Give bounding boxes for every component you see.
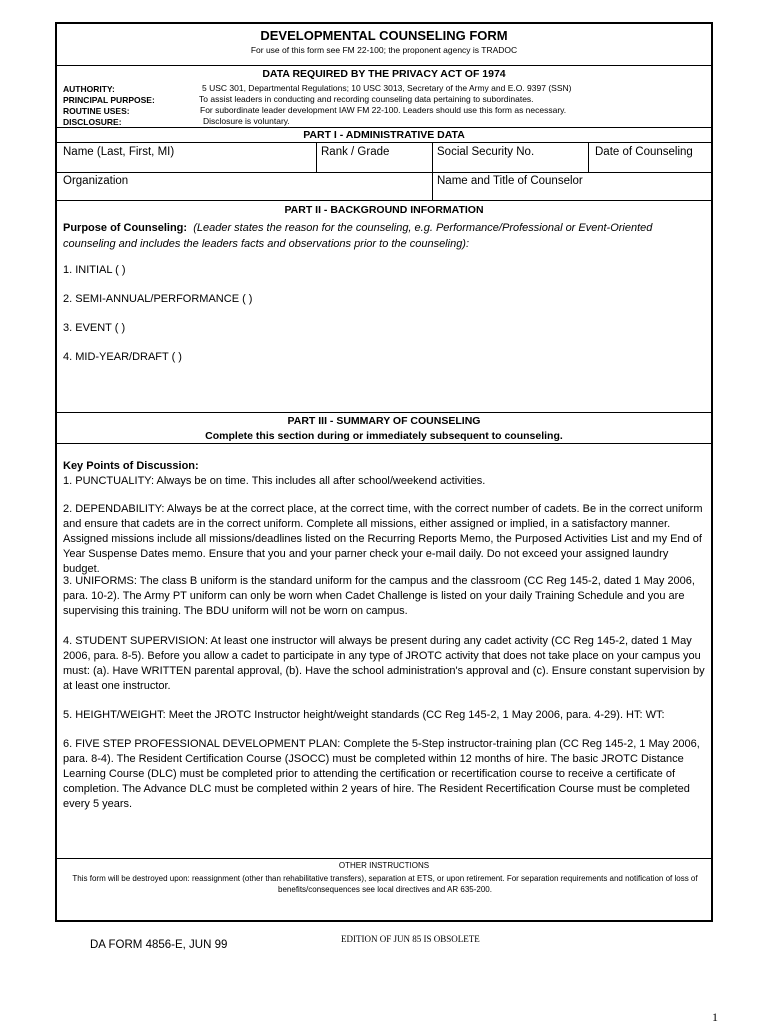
- part1-heading: PART I - ADMINISTRATIVE DATA: [303, 129, 465, 141]
- ssn-field[interactable]: Social Security No.: [437, 146, 535, 158]
- divider: [57, 412, 711, 413]
- point-dependability: 2. DEPENDABILITY: Always be at the correct place, at the correct time, with the correct number of cadets. Be in the correct uniform and ensure that cadets are in the correct uniform. Complete all missions, either assigned or implied, in a satisfactory manner. Assigned missions include all missions/deadlines listed on the Recurring Reports Memo, the Purposed Activities List and my End of Year Suspense Dates memo. Ensure that you and your parner check your e-mail daily. Do not exceed your assigned laundry budget.: [63, 503, 703, 575]
- point-uniforms: 3. UNIFORMS: The class B uniform is the standard uniform for the campus and the classroom (CC Reg 145-2, dated 1 May 2006, para. 10-2). The Army PT uniform can only be worn when Cadet Challenge is listed on your daily Training Schedule and you are supervising this training. The BDU uniform will not be worn on campus.: [63, 575, 695, 617]
- divider: [57, 858, 711, 859]
- principal-purpose-value: To assist leaders in conducting and recording counseling data pertaining to subordinates.: [199, 94, 534, 104]
- point-student-supervision: 4. STUDENT SUPERVISION: At least one instructor will always be present during any cadet activity (CC Reg 145-2, dated 1 May 2006, para. 8-5). Before you allow a cadet to participate in any type of JROTC activity that does not take place on your campus you must: (a). Have WRITTEN parental approval, (b). Have the school administration's approval and (c). Ensure constant supervision by at least one instructor.: [63, 635, 705, 692]
- divider: [57, 127, 711, 128]
- part2-heading: PART II - BACKGROUND INFORMATION: [284, 204, 484, 216]
- other-instructions-heading: OTHER INSTRUCTIONS: [338, 861, 430, 870]
- point-punctuality: 1. PUNCTUALITY: Always be on time. This includes all after school/weekend activities.: [63, 475, 486, 487]
- key-points-label: Key Points of Discussion:: [63, 460, 199, 472]
- purpose-text: (Leader states the reason for the counseling, e.g. Performance/Professional or Event-Oriented counseling and includes the leaders facts and observations prior to the counseling):: [63, 222, 653, 250]
- option-initial[interactable]: 1. INITIAL ( ): [63, 264, 126, 276]
- purpose-label: Purpose of Counseling:: [63, 222, 188, 234]
- authority-value: 5 USC 301, Departmental Regulations; 10 USC 3013, Secretary of the Army and E.O. 9397 (SSN): [202, 83, 572, 93]
- counseling-form: [55, 22, 713, 922]
- divider: [57, 172, 711, 173]
- divider: [588, 142, 589, 172]
- option-mid-year[interactable]: 4. MID-YEAR/DRAFT ( ): [63, 351, 182, 363]
- disclosure-value: Disclosure is voluntary.: [203, 116, 290, 126]
- organization-field[interactable]: Organization: [63, 175, 129, 187]
- divider: [316, 142, 317, 172]
- option-semi-annual[interactable]: 2. SEMI-ANNUAL/PERFORMANCE ( ): [63, 293, 253, 305]
- divider: [57, 65, 711, 66]
- routine-uses-label: ROUTINE USES:: [63, 106, 130, 116]
- disclosure-label: DISCLOSURE:: [63, 117, 122, 127]
- part3-subheading: Complete this section during or immediately subsequent to counseling.: [205, 430, 563, 442]
- routine-uses-value: For subordinate leader development IAW FM 22-100. Leaders should use this form as necessary.: [200, 105, 567, 115]
- divider: [432, 142, 433, 200]
- rank-field[interactable]: Rank / Grade: [321, 146, 390, 158]
- name-field[interactable]: Name (Last, First, MI): [63, 146, 175, 158]
- part3-heading: PART III - SUMMARY OF COUNSELING: [287, 415, 481, 427]
- point-professional-development: 6. FIVE STEP PROFESSIONAL DEVELOPMENT PLAN: Complete the 5-Step instructor-training plan (CC Reg 145-2, 1 May 2006, para. 8-4). The Resident Certification Course (JSOCC) must be completed within 12 months of hire. The basic JROTC Distance Learning Course (DLC) must be completed prior to attending the certification or recertification course to receive a certificate of completion. The Advance DLC must be completed within 2 years of hire. The Resident Recertification Course must be completed every 5 years.: [63, 738, 700, 810]
- principal-purpose-label: PRINCIPAL PURPOSE:: [63, 95, 155, 105]
- divider: [57, 443, 711, 444]
- divider: [57, 200, 711, 201]
- date-of-counseling-field[interactable]: Date of Counseling: [595, 146, 693, 158]
- edition-note: EDITION OF JUN 85 IS OBSOLETE: [341, 934, 480, 944]
- form-title: DEVELOPMENTAL COUNSELING FORM: [260, 28, 508, 43]
- divider: [57, 142, 711, 143]
- page-number: 1: [712, 1010, 718, 1024]
- option-event[interactable]: 3. EVENT ( ): [63, 322, 126, 334]
- point-height-weight: 5. HEIGHT/WEIGHT: Meet the JROTC Instructor height/weight standards (CC Reg 145-2, 1 May 2006, para. 4-29). HT: WT:: [63, 709, 665, 721]
- other-instructions-text: This form will be destroyed upon: reassignment (other than rehabilitative transfers), separation at ETS, or upon retirement. For separation requirements and notification of loss of benefits/consequences see local directives and AR 635-200.: [72, 874, 698, 894]
- counselor-field[interactable]: Name and Title of Counselor: [437, 175, 583, 187]
- form-number: DA FORM 4856-E, JUN 99: [90, 939, 228, 951]
- purpose-of-counseling: [63, 220, 707, 252]
- form-subtitle: For use of this form see FM 22-100; the proponent agency is TRADOC: [250, 45, 518, 55]
- authority-label: AUTHORITY:: [63, 84, 115, 94]
- privacy-heading: DATA REQUIRED BY THE PRIVACY ACT OF 1974: [262, 68, 506, 80]
